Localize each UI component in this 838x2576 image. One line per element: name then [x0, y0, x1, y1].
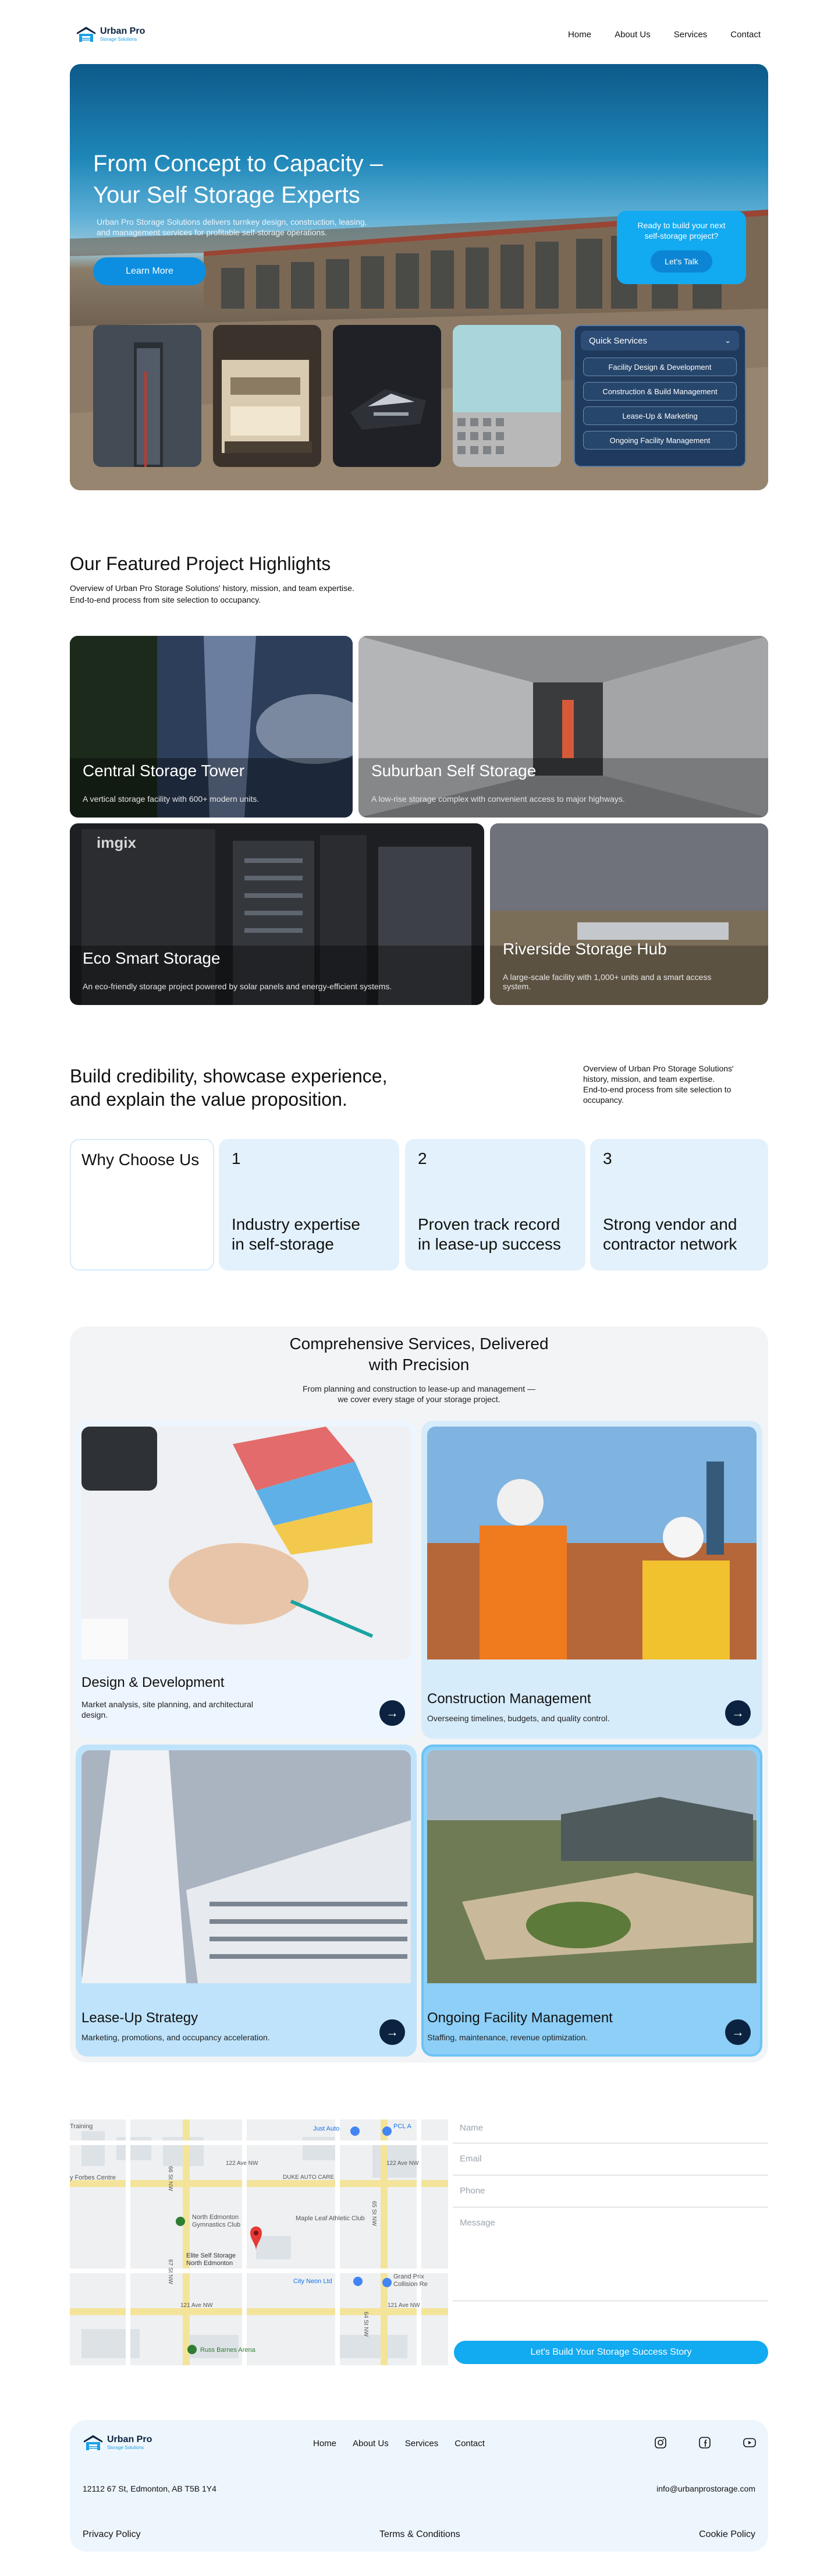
brand-tagline: Storage Solutions — [100, 37, 137, 42]
stat-number: 1 — [232, 1149, 241, 1167]
nav-contact[interactable]: Contact — [730, 30, 761, 40]
map-label: 122 Ave NW — [386, 2160, 419, 2167]
map-label: 121 Ave NW — [388, 2302, 420, 2309]
management-image — [427, 1750, 757, 1983]
quick-services-panel — [574, 325, 746, 467]
value-desc-line3: End-to-end process from site selection to — [583, 1085, 732, 1094]
project-card-riverside[interactable] — [490, 823, 768, 1005]
arrow-right-icon[interactable]: → — [725, 2019, 751, 2045]
lets-talk-button[interactable]: Let's Talk — [651, 250, 712, 273]
map-label: DUKE AUTO CARE — [283, 2174, 335, 2181]
quick-service-management[interactable]: Ongoing Facility Management — [583, 431, 737, 450]
service-card-management[interactable] — [421, 1745, 762, 2057]
footer-nav-contact[interactable]: Contact — [454, 2439, 485, 2448]
central-tower-image — [70, 636, 353, 818]
stat-number: 2 — [418, 1149, 427, 1167]
nav-about[interactable]: About Us — [615, 30, 651, 40]
nav-services[interactable]: Services — [673, 30, 708, 40]
map-label: Grand Prix — [393, 2273, 424, 2280]
footer-email[interactable]: info@urbanprostorage.com — [656, 2484, 755, 2493]
featured-title: Our Featured Project Highlights — [70, 553, 331, 574]
warehouse-logo-icon — [83, 2434, 104, 2451]
value-desc-line2: history, mission, and team expertise. — [583, 1074, 715, 1084]
location-map[interactable] — [70, 2119, 448, 2365]
service-desc: Staffing, maintenance, revenue optimization. — [427, 2033, 588, 2042]
quick-services-title: Quick Services — [589, 335, 648, 346]
contact-form — [453, 2119, 768, 2301]
chevron-down-icon: ⌄ — [725, 336, 731, 345]
stat-card-3 — [590, 1139, 768, 1271]
warehouse-logo-icon — [76, 26, 97, 43]
cookie-policy-link[interactable]: Cookie Policy — [699, 2529, 755, 2539]
email-field[interactable] — [453, 2143, 768, 2175]
project-desc: A low-rise storage complex with convenient access to major highways. — [371, 794, 625, 804]
map-label: 66 St NW — [167, 2166, 173, 2191]
project-card-suburban[interactable] — [358, 636, 768, 818]
value-title-line1: Build credibility, showcase experience, — [70, 1066, 388, 1087]
quick-service-leaseup[interactable]: Lease-Up & Marketing — [583, 406, 737, 425]
arrow-right-icon[interactable]: → — [725, 1700, 751, 1726]
stat-card-1 — [219, 1139, 399, 1271]
map-label-elite — [186, 2252, 236, 2267]
hero-title-line1: From Concept to Capacity – — [93, 151, 383, 176]
services-description — [70, 1383, 768, 1404]
value-desc-line1: Overview of Urban Pro Storage Solutions' — [583, 1064, 734, 1073]
leaseup-image — [81, 1750, 411, 1983]
why-choose-us-label: Why Choose Us — [81, 1151, 200, 1169]
submit-button[interactable]: Let's Build Your Storage Success Story — [454, 2341, 768, 2364]
value-title — [70, 1064, 387, 1111]
stat-text — [232, 1215, 360, 1254]
service-desc-line2: design. — [81, 1710, 108, 1719]
map-label-gymnastics — [192, 2214, 240, 2229]
quick-services-dropdown[interactable] — [581, 331, 739, 351]
service-card-design[interactable] — [76, 1421, 417, 1739]
map-label: Elite Self Storage — [186, 2252, 236, 2259]
footer-nav-services[interactable]: Services — [404, 2439, 439, 2448]
service-desc-line1: Market analysis, site planning, and architectural — [81, 1700, 253, 1709]
stat-text-line2: in lease-up success — [418, 1235, 561, 1253]
message-field[interactable] — [453, 2207, 768, 2301]
map-label: City Neon Ltd — [293, 2278, 332, 2285]
promo-line1: Ready to build your next — [637, 221, 726, 230]
stat-text-line1: Industry expertise — [232, 1215, 360, 1233]
map-graphic — [70, 2119, 448, 2365]
project-title: Suburban Self Storage — [371, 762, 537, 780]
service-title: Design & Development — [81, 1675, 225, 1690]
thumb-car — [333, 325, 441, 467]
instagram-icon[interactable] — [654, 2436, 667, 2449]
construction-image — [427, 1427, 757, 1659]
map-label: 65 St NW — [371, 2201, 377, 2226]
why-choose-us-card — [70, 1139, 214, 1271]
service-title: Construction Management — [427, 1691, 591, 1707]
privacy-policy-link[interactable]: Privacy Policy — [83, 2529, 141, 2539]
services-desc-line2: we cover every stage of your storage project. — [338, 1395, 500, 1404]
stat-text — [418, 1215, 561, 1254]
project-desc: A vertical storage facility with 600+ modern units. — [83, 794, 260, 804]
featured-desc-line2: End-to-end process from site selection to occupancy. — [70, 595, 261, 604]
map-label: 67 St NW — [167, 2259, 173, 2284]
email-field-label: Email — [460, 2154, 482, 2164]
map-label: 64 St NW — [363, 2312, 369, 2337]
name-field-label: Name — [460, 2123, 484, 2133]
youtube-icon[interactable] — [743, 2436, 757, 2449]
promo-line2: self-storage project? — [644, 231, 719, 240]
map-label: y Forbes Centre — [70, 2174, 116, 2181]
building-image — [213, 325, 321, 467]
services-title-line1: Comprehensive Services, Delivered — [289, 1335, 549, 1353]
map-label: PCL A — [393, 2123, 411, 2130]
stat-text-line1: Strong vendor and — [603, 1215, 737, 1233]
stat-text — [603, 1215, 737, 1254]
project-desc: An eco-friendly storage project powered by solar panels and energy-efficient systems. — [83, 982, 392, 991]
nav-home[interactable]: Home — [568, 30, 592, 40]
terms-link[interactable]: Terms & Conditions — [379, 2529, 460, 2539]
hero-subtitle-line2: and management services for profitable self-storage operations. — [97, 228, 328, 237]
phone-field[interactable] — [453, 2175, 768, 2207]
design-image — [81, 1427, 411, 1659]
main-nav — [545, 30, 761, 40]
value-desc-line4: occupancy. — [583, 1095, 624, 1105]
project-card-eco[interactable] — [70, 823, 484, 1005]
hero-subtitle — [97, 217, 367, 238]
map-label: Just Auto — [313, 2125, 340, 2132]
stat-card-2 — [405, 1139, 585, 1271]
service-desc: Marketing, promotions, and occupancy acceleration. — [81, 2033, 270, 2042]
promo-text — [617, 220, 746, 241]
service-title: Ongoing Facility Management — [427, 2010, 613, 2026]
footer-address: 12112 67 St, Edmonton, AB T5B 1Y4 — [83, 2484, 216, 2493]
message-field-label: Message — [460, 2218, 495, 2228]
promo-card — [617, 211, 746, 284]
service-desc — [81, 1699, 253, 1720]
tower-image — [93, 325, 201, 467]
phone-field-label: Phone — [460, 2186, 485, 2196]
project-card-central[interactable] — [70, 636, 353, 818]
project-desc — [503, 972, 711, 991]
header-logo[interactable] — [76, 26, 145, 43]
value-title-line2: and explain the value proposition. — [70, 1089, 347, 1110]
service-title: Lease-Up Strategy — [81, 2010, 198, 2026]
facebook-icon[interactable] — [698, 2436, 711, 2449]
map-label: Gymnastics Club — [192, 2221, 241, 2228]
map-label: Training — [70, 2123, 93, 2130]
service-card-construction[interactable] — [421, 1421, 762, 1739]
quick-service-design[interactable]: Facility Design & Development — [583, 358, 737, 376]
featured-desc-line1: Overview of Urban Pro Storage Solutions' history, mission, and team expertise. — [70, 583, 354, 593]
brand-tagline: Storage Solutions — [107, 2445, 144, 2450]
footer-logo[interactable] — [83, 2434, 152, 2451]
services-title-line2: with Precision — [368, 1356, 470, 1374]
project-title: Eco Smart Storage — [83, 949, 221, 967]
service-card-leaseup[interactable] — [76, 1745, 417, 2057]
arrow-right-icon[interactable]: → — [379, 2019, 405, 2045]
services-desc-line1: From planning and construction to lease-up and management — — [302, 1384, 535, 1393]
hero-title — [93, 148, 383, 211]
footer — [70, 2420, 768, 2552]
project-desc-line1: A large-scale facility with 1,000+ units and a smart access — [503, 972, 712, 982]
map-label: Russ Barnes Arena — [200, 2347, 255, 2354]
footer-nav-about[interactable]: About Us — [353, 2439, 389, 2448]
services-title — [70, 1333, 768, 1375]
brand-name: Urban Pro — [107, 2435, 152, 2444]
thumb-tower — [93, 325, 201, 467]
map-label: North Edmonton — [186, 2260, 233, 2267]
featured-description — [70, 582, 354, 606]
project-desc-line2: system. — [503, 982, 531, 991]
learn-more-button[interactable]: Learn More — [93, 257, 206, 285]
map-label: North Edmonton — [192, 2214, 239, 2221]
map-label: 121 Ave NW — [180, 2302, 213, 2309]
value-description — [583, 1063, 734, 1105]
map-label: Collision Re — [393, 2281, 428, 2288]
facade-image — [453, 325, 561, 467]
brand-name: Urban Pro — [100, 26, 145, 36]
stat-text-line1: Proven track record — [418, 1215, 560, 1233]
footer-nav-home[interactable]: Home — [313, 2439, 337, 2448]
social-links — [654, 2436, 757, 2449]
hero-section — [70, 64, 768, 490]
imgix-watermark: imgix — [97, 834, 136, 851]
map-label-grandprix — [393, 2273, 428, 2288]
map-label: 122 Ave NW — [226, 2160, 258, 2167]
suburban-storage-image — [358, 636, 768, 818]
service-desc: Overseeing timelines, budgets, and quality control. — [427, 1714, 610, 1723]
stat-text-line2: contractor network — [603, 1235, 737, 1253]
thumb-building — [213, 325, 321, 467]
hero-subtitle-line1: Urban Pro Storage Solutions delivers turnkey design, construction, leasing, — [97, 217, 367, 227]
stat-number: 3 — [603, 1149, 612, 1167]
thumb-facade — [453, 325, 561, 467]
name-field[interactable] — [453, 2119, 768, 2143]
quick-service-construction[interactable]: Construction & Build Management — [583, 382, 737, 401]
map-label: Maple Leaf Athletic Club — [296, 2215, 365, 2222]
car-image — [333, 325, 441, 467]
stat-text-line2: in self-storage — [232, 1235, 334, 1253]
project-title: Central Storage Tower — [83, 762, 245, 780]
arrow-right-icon[interactable]: → — [379, 1700, 405, 1726]
hero-title-line2: Your Self Storage Experts — [93, 182, 360, 208]
project-title: Riverside Storage Hub — [503, 940, 667, 958]
footer-nav — [313, 2439, 485, 2448]
